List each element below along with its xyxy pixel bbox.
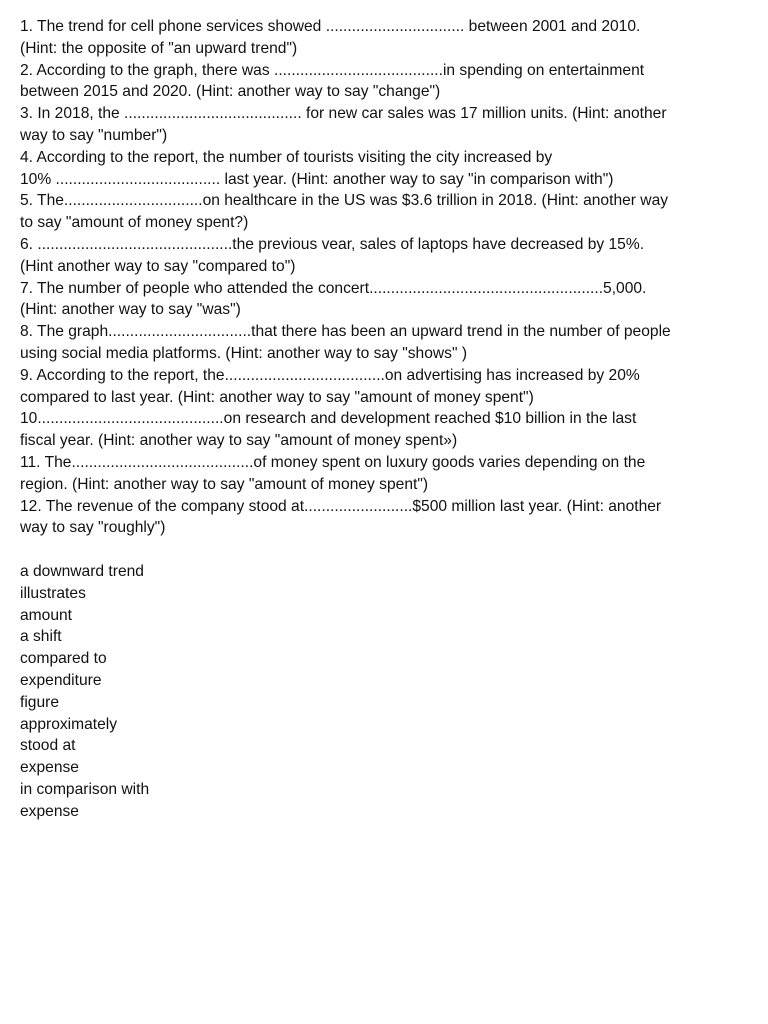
question-9 — [20, 365, 740, 409]
question-line: (Hint: the opposite of "an upward trend") — [20, 39, 298, 57]
word-bank-item: expenditure — [20, 671, 102, 689]
question-line: fiscal year. (Hint: another way to say "amount of money spent») — [20, 432, 458, 450]
question-line: 8. The graph.................................that there has been an upward trend in the number of people — [20, 323, 671, 341]
question-4 — [20, 147, 740, 191]
word-bank-item: figure — [20, 693, 60, 711]
word-bank — [20, 561, 740, 823]
question-1 — [20, 16, 740, 60]
question-11 — [20, 452, 740, 496]
question-7 — [20, 278, 740, 322]
question-line: 4. According to the report, the number of tourists visiting the city increased by — [20, 148, 553, 166]
question-line: region. (Hint: another way to say "amount of money spent") — [20, 475, 429, 493]
question-5 — [20, 190, 740, 234]
question-6 — [20, 234, 740, 278]
question-line: using social media platforms. (Hint: another way to say "shows" ) — [20, 344, 468, 362]
question-line: to say "amount of money spent?) — [20, 214, 249, 232]
word-bank-item: amount — [20, 606, 73, 624]
question-2 — [20, 60, 740, 104]
question-line: 10...........................................on research and development reached $10 billion in the last — [20, 410, 637, 428]
question-line: way to say "number") — [20, 126, 168, 144]
question-12 — [20, 496, 740, 540]
question-line: 2. According to the graph, there was .......................................in spending on entertainment — [20, 61, 645, 79]
question-line: 11. The..........................................of money spent on luxury goods varies depending on the — [20, 453, 646, 471]
word-bank-item: compared to — [20, 650, 107, 668]
question-line: compared to last year. (Hint: another way to say "amount of money spent") — [20, 388, 534, 406]
question-line: way to say "roughly") — [20, 519, 166, 537]
section-spacer — [20, 539, 740, 561]
question-10 — [20, 408, 740, 452]
question-8 — [20, 321, 740, 365]
question-line: 7. The number of people who attended the concert......................................................5,000. — [20, 279, 647, 297]
word-bank-item: expense — [20, 759, 79, 777]
question-line: 1. The trend for cell phone services showed ................................ between 2001 and 2010. — [20, 18, 641, 35]
word-bank-item: illustrates — [20, 584, 86, 602]
question-list — [20, 16, 740, 539]
worksheet — [20, 16, 740, 822]
question-line: (Hint: another way to say "was") — [20, 301, 241, 319]
question-line: 12. The revenue of the company stood at.........................$500 million last year. (Hint: another — [20, 497, 662, 515]
question-3 — [20, 103, 740, 147]
question-line: 5. The................................on healthcare in the US was $3.6 trillion in 2018. (Hint: another way — [20, 192, 669, 210]
word-bank-item: approximately — [20, 715, 118, 733]
question-line: 9. According to the report, the.....................................on advertising has increased by 20% — [20, 366, 640, 384]
question-line: 3. In 2018, the ......................................... for new car sales was 17 million units. (Hint: another — [20, 105, 667, 123]
word-bank-item: in comparison with — [20, 780, 150, 798]
question-line: 6. .............................................the previous vear, sales of laptops have decreased by 15%. — [20, 235, 645, 253]
question-line: between 2015 and 2020. (Hint: another way to say "change") — [20, 83, 441, 101]
question-line: (Hint another way to say "compared to") — [20, 257, 296, 275]
word-bank-item: expense — [20, 802, 79, 820]
word-bank-item: a downward trend — [20, 562, 144, 580]
question-line: 10% ...................................... last year. (Hint: another way to say "in comparison with") — [20, 170, 614, 188]
word-bank-item: a shift — [20, 628, 62, 646]
word-bank-item: stood at — [20, 737, 76, 755]
